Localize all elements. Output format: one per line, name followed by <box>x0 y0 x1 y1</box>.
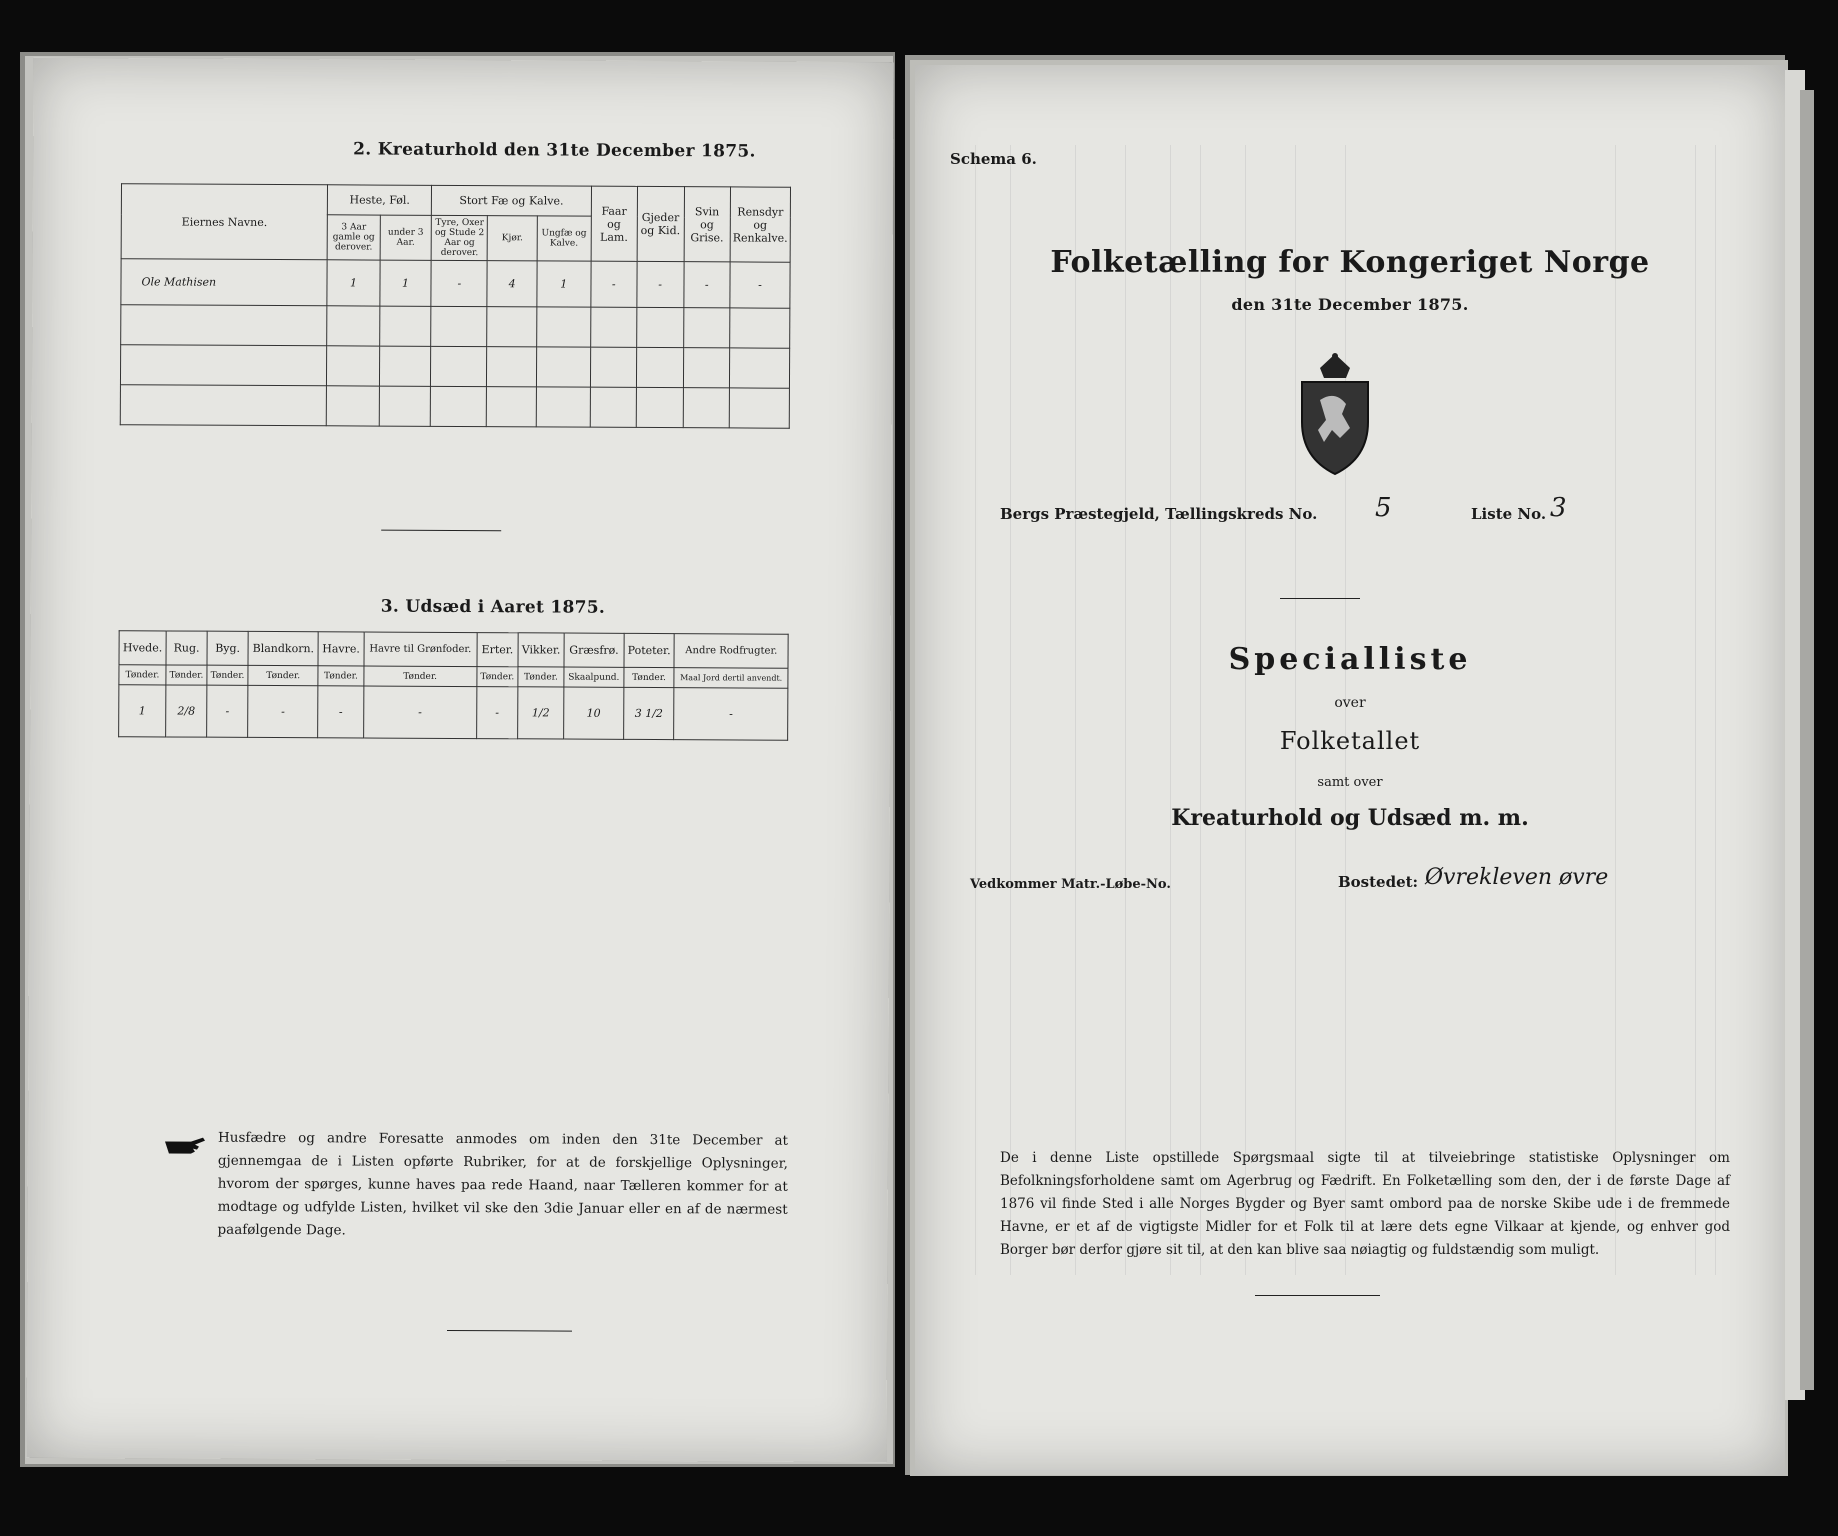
sow-header: Erter. <box>477 633 518 667</box>
sow-header: Rug. <box>166 631 207 665</box>
kreds-number: 5 <box>1375 493 1392 523</box>
sow-header: Byg. <box>207 631 248 665</box>
value-cell: - <box>591 261 637 307</box>
col-svin: Svin og Grise. <box>684 187 731 262</box>
matr-label: Vedkommer Matr.-Løbe-No. <box>970 877 1171 892</box>
section2-title: 2. Kreaturhold den 31te December 1875. <box>353 139 756 162</box>
value-cell: - <box>431 260 487 306</box>
sow-header: Havre til Grønfoder. <box>364 632 477 667</box>
sow-header: Poteter. <box>624 633 675 667</box>
info-paragraph: De i denne Liste opstillede Spørgsmaal sigte til at tilveiebringe statistiske Oplysninger om Befolkningsforholdene samt om Agerbrug og Fædrift. En Folketælling som den, der i de første Dage af 1876 vil finde Sted i alle Norges Bygder og Byer samt ombord paa de norske Skibe ude i de fremmede Havne, er et af de vigtigste Midler for et Folk til at lære dets egne Vilkaar at kjende, og enhver god Borger bør derfor gjøre sit til, at den kan blive saa nøiagtig og fuldstændig som muligt. <box>1000 1150 1730 1258</box>
specialliste-title: Specialliste <box>1228 642 1472 677</box>
sow-value: - <box>476 687 517 739</box>
sow-header: Græsfrø. <box>564 633 624 667</box>
divider <box>447 1330 572 1332</box>
main-title: Folketælling for Kongeriget Norge <box>1050 245 1650 280</box>
value-cell: - <box>683 262 730 308</box>
sow-value: - <box>248 685 319 737</box>
sow-unit: Tønder. <box>518 667 564 687</box>
over-text: over <box>1334 695 1366 711</box>
bosted-label: Bostedet: <box>1338 873 1419 891</box>
kreaturhold-text: Kreaturhold og Udsæd m. m. <box>1171 805 1529 831</box>
livestock-table <box>120 183 791 429</box>
value-cell: 1 <box>380 260 432 306</box>
col-stort: Stort Fæ og Kalve. <box>432 185 591 216</box>
col-stort-b: Kjør. <box>488 216 538 261</box>
sow-unit: Tønder. <box>318 666 363 686</box>
sowing-table <box>118 630 789 741</box>
col-heste-a: 3 Aar gamle og derover. <box>327 215 380 260</box>
col-stort-c: Ungfæ og Kalve. <box>537 216 591 261</box>
sow-unit: Skaalpund. <box>564 667 624 687</box>
schema-label: Schema 6. <box>950 150 1037 168</box>
bosted-value: Øvrekleven øvre <box>1425 865 1609 890</box>
liste-label: Liste No. <box>1471 505 1547 523</box>
value-cell: 1 <box>537 261 591 307</box>
col-faar: Faar og Lam. <box>591 186 638 261</box>
sow-value: - <box>207 685 248 737</box>
col-heste: Heste, Føl. <box>328 185 432 216</box>
right-page <box>915 65 1785 1475</box>
sow-value: - <box>674 688 788 741</box>
sow-header: Andre Rodfrugter. <box>674 634 788 669</box>
owner-name: Ole Mathisen <box>121 259 328 306</box>
value-cell: - <box>637 261 684 307</box>
sow-header: Hvede. <box>119 631 166 665</box>
sow-unit: Tønder. <box>166 665 207 685</box>
divider <box>381 530 501 532</box>
page-edge <box>1800 90 1814 1390</box>
divider <box>1280 598 1360 599</box>
census-date: den 31te December 1875. <box>1231 295 1469 314</box>
sow-value: 2/8 <box>166 685 207 737</box>
sow-value: 10 <box>564 687 624 739</box>
sow-header: Havre. <box>318 632 363 666</box>
sow-unit: Tønder. <box>477 667 518 687</box>
notice-text: Husfædre og andre Foresatte anmodes om inden den 31te December at gjennemgaa de i Listen opførte Rubriker, for at de forskjellige Oplysninger, hvorom der spørges, kunne haves paa rede Haand, naar Tælleren kommer for at modtage og udfylde Listen, hvilket vil ske den 3die Januar eller en af de nærmest paafølgende Dage. <box>217 1129 789 1239</box>
table-row <box>121 259 790 309</box>
sow-unit: Tønder. <box>363 666 476 687</box>
col-stort-a: Tyre, Oxer og Stude 2 Aar og derover. <box>431 215 487 260</box>
value-cell: 1 <box>327 260 380 306</box>
sow-value: 1/2 <box>518 687 564 739</box>
coat-of-arms-icon <box>1280 350 1390 480</box>
folketallet-text: Folketallet <box>1279 727 1421 755</box>
liste-number: 3 <box>1550 493 1567 523</box>
sow-value: - <box>318 686 363 738</box>
col-heste-b: under 3 Aar. <box>380 215 432 260</box>
sow-unit: Tønder. <box>207 665 248 685</box>
sow-value: 1 <box>119 685 166 737</box>
sow-unit: Tønder. <box>624 667 675 687</box>
sow-header: Blandkorn. <box>248 631 319 665</box>
col-rensdyr: Rensdyr og Renkalve. <box>730 187 790 262</box>
col-gjeder: Gjeder og Kid. <box>637 186 684 261</box>
table-row <box>120 385 789 429</box>
value-cell: 4 <box>487 261 537 307</box>
sow-value: - <box>363 686 477 739</box>
divider <box>1255 1295 1380 1296</box>
sow-value: 3 1/2 <box>623 687 674 739</box>
sow-unit: Maal Jord dertil anvendt. <box>674 668 788 689</box>
samt-over-text: samt over <box>1317 775 1383 790</box>
value-cell: - <box>730 262 790 308</box>
sow-unit: Tønder. <box>119 665 166 685</box>
sow-unit: Tønder. <box>248 665 318 685</box>
pointing-hand-icon <box>163 1133 208 1158</box>
sow-header: Vikker. <box>518 633 564 667</box>
col-owner: Eiernes Navne. <box>121 184 328 260</box>
table-row <box>120 345 789 389</box>
left-page <box>26 58 893 1462</box>
parish-label: Bergs Præstegjeld, Tællingskreds No. <box>1000 505 1318 523</box>
section3-title: 3. Udsæd i Aaret 1875. <box>380 596 606 618</box>
table-row <box>119 685 788 741</box>
table-row <box>121 305 790 349</box>
